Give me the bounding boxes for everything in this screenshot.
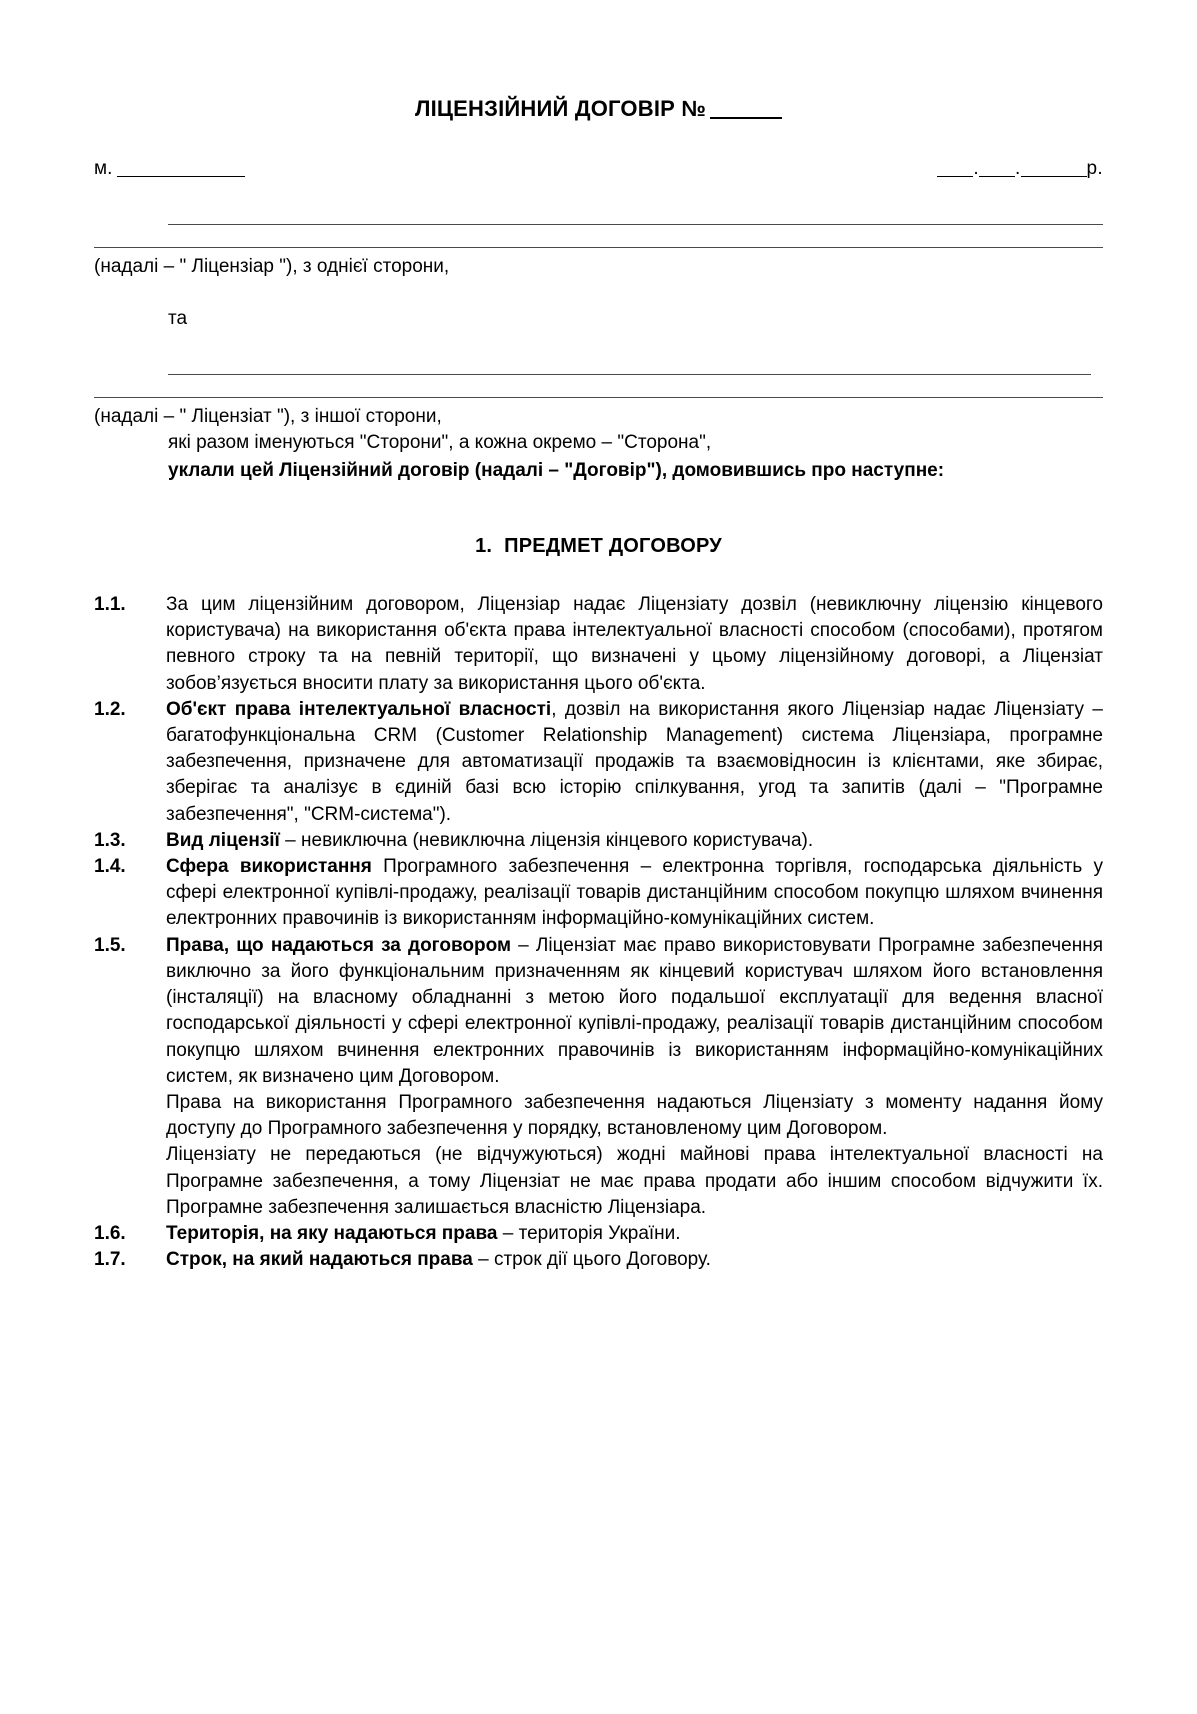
- parties-conjunction: та: [168, 308, 188, 330]
- licensor-caption: (надалі – " Ліцензіар "), з однієї сторони,: [94, 256, 450, 278]
- date-day-blank: [937, 176, 973, 177]
- clause-lead: Вид ліцензії: [166, 829, 280, 851]
- clause-1-1: [94, 592, 1103, 697]
- clause-1-2: [94, 697, 1103, 828]
- clause-number: 1.2.: [94, 698, 126, 720]
- conclusion-intro-text: уклали цей Ліцензійний договір (надалі – "Договір"), домовившись про наступне:: [168, 460, 945, 482]
- sub-paragraph-access-moment: Права на використання Програмного забезпечення надаються Ліцензіату з моменту надання йому доступу до Програмного забезпечення у порядку, встановленому цим Договором.: [166, 1092, 1103, 1140]
- clause-number: 1.7.: [94, 1249, 126, 1271]
- place-field: [94, 158, 245, 180]
- place-label: м.: [94, 158, 113, 180]
- clause-body-text: За цим ліцензійним договором, Ліцензіар надає Ліцензіату дозвіл (невиключну ліцензію кінцевого користувача) на використання об'єкта права інтелектуальної власності способом (способами), протягом певного строку та на певній території, що визначені у цьому ліцензійному договорі, а Ліцензіат зобов’язується вносити плату за використання цього об'єкта.: [166, 593, 1103, 694]
- clause-number: 1.6.: [94, 1223, 126, 1245]
- parties-together-text: які разом іменуються "Сторони", а кожна окремо – "Сторона",: [168, 431, 712, 453]
- section-title: ПРЕДМЕТ ДОГОВОРУ: [504, 534, 722, 557]
- clause-number: 1.5.: [94, 934, 126, 956]
- clause-number: 1.1.: [94, 593, 126, 615]
- clause-body-text: – Ліцензіат має право використовувати Програмне забезпечення виключно за його функціональним призначенням як кінцевий користувач шляхом його встановлення (інсталяції) на власному обладнанні з метою його подальшої експлуатації для ведення власної господарської діяльності у сфері електронної купівлі-продажу, реалізації товарів дистанційним способом покупцю шляхом вчинення електронних правочинів із використанням інформаційно-комунікаційних систем, як визначено цим Договором.: [166, 934, 1103, 1087]
- clause-body-text: – невиключна (невиключна ліцензія кінцевого користувача).: [279, 829, 814, 851]
- clause-text: [166, 697, 1103, 828]
- licensee-name-line-2: [94, 397, 1103, 398]
- licensor-name-line-2: [94, 247, 1103, 248]
- clause-body-text: , дозвіл на використання якого Ліцензіар надає Ліцензіату – багатофункціональна CRM (Customer Relationship Management) система Ліцензіара, програмне забезпечення, призначене для автоматизації продажів та взаємовідносин із клієнтами, яке збирає, зберігає та аналізує в єдиній базі всю історію спілкування, угод та запитів (далі – "Програмне забезпечення", "CRM-система").: [166, 698, 1103, 825]
- clause-lead: Строк, на який надаються права: [166, 1249, 473, 1271]
- clause-text: [166, 933, 1103, 1090]
- licensee-block: [94, 374, 1103, 430]
- document-title: [94, 0, 1103, 122]
- clause-body-text: – строк дії цього Договору.: [472, 1249, 711, 1271]
- clause-lead: Територія, на яку надаються права: [166, 1223, 498, 1245]
- clause-body-text: – територія України.: [497, 1223, 681, 1245]
- clause-1-3: [94, 828, 1103, 854]
- clause-1-6: [94, 1221, 1103, 1247]
- clause-lead: Об'єкт права інтелектуальної власності: [166, 698, 552, 720]
- clause-text: [166, 1247, 1103, 1273]
- date-field: . . р.: [937, 158, 1103, 180]
- place-date-row: [94, 158, 1103, 180]
- place-blank: [117, 176, 245, 177]
- clause-lead: Права, що надаються за договором: [166, 934, 511, 956]
- clause-number: 1.4.: [94, 856, 126, 878]
- clause-1-7: [94, 1247, 1103, 1273]
- licensor-name-line-1: [168, 224, 1103, 225]
- document-title-text: ЛІЦЕНЗІЙНИЙ ДОГОВІР №: [414, 96, 707, 121]
- clause-text: [166, 854, 1103, 933]
- clause-number: 1.3.: [94, 829, 126, 851]
- conclusion-intro: [94, 458, 1103, 485]
- section-number: 1.: [475, 534, 493, 557]
- clause-body-text: Програмного забезпечення – електронна торгівля, господарська діяльність у сфері електронної купівлі-продажу, реалізації товарів дистанційним способом покупцю шляхом вчинення електронних правочинів із використанням інформаційно-комунікаційних систем.: [166, 856, 1104, 930]
- contract-number-blank: [710, 117, 782, 119]
- clause-1-5: [94, 933, 1103, 1090]
- section-heading: [94, 535, 1103, 558]
- clause-text: [166, 592, 1103, 697]
- date-suffix: р.: [1086, 158, 1103, 180]
- licensee-name-line-1: [168, 374, 1091, 375]
- clause-text: [166, 1221, 1103, 1247]
- sub-paragraph-no-transfer: Ліцензіату не передаються (не відчужуються) жодні майнові права інтелектуальної власності на Програмне забезпечення, а тому Ліцензіат не має права продати або іншим способом відчужити їх. Програмне забезпечення залишається власністю Ліцензіара.: [166, 1144, 1103, 1218]
- date-year-blank: [1021, 176, 1087, 177]
- clause-1-4: [94, 854, 1103, 933]
- licensor-block: [94, 224, 1103, 280]
- licensee-caption: (надалі – " Ліцензіат "), з іншої сторони,: [94, 406, 442, 428]
- clause-text: [166, 828, 1103, 854]
- clause-lead: Сфера використання: [166, 856, 372, 878]
- date-month-blank: [979, 176, 1015, 177]
